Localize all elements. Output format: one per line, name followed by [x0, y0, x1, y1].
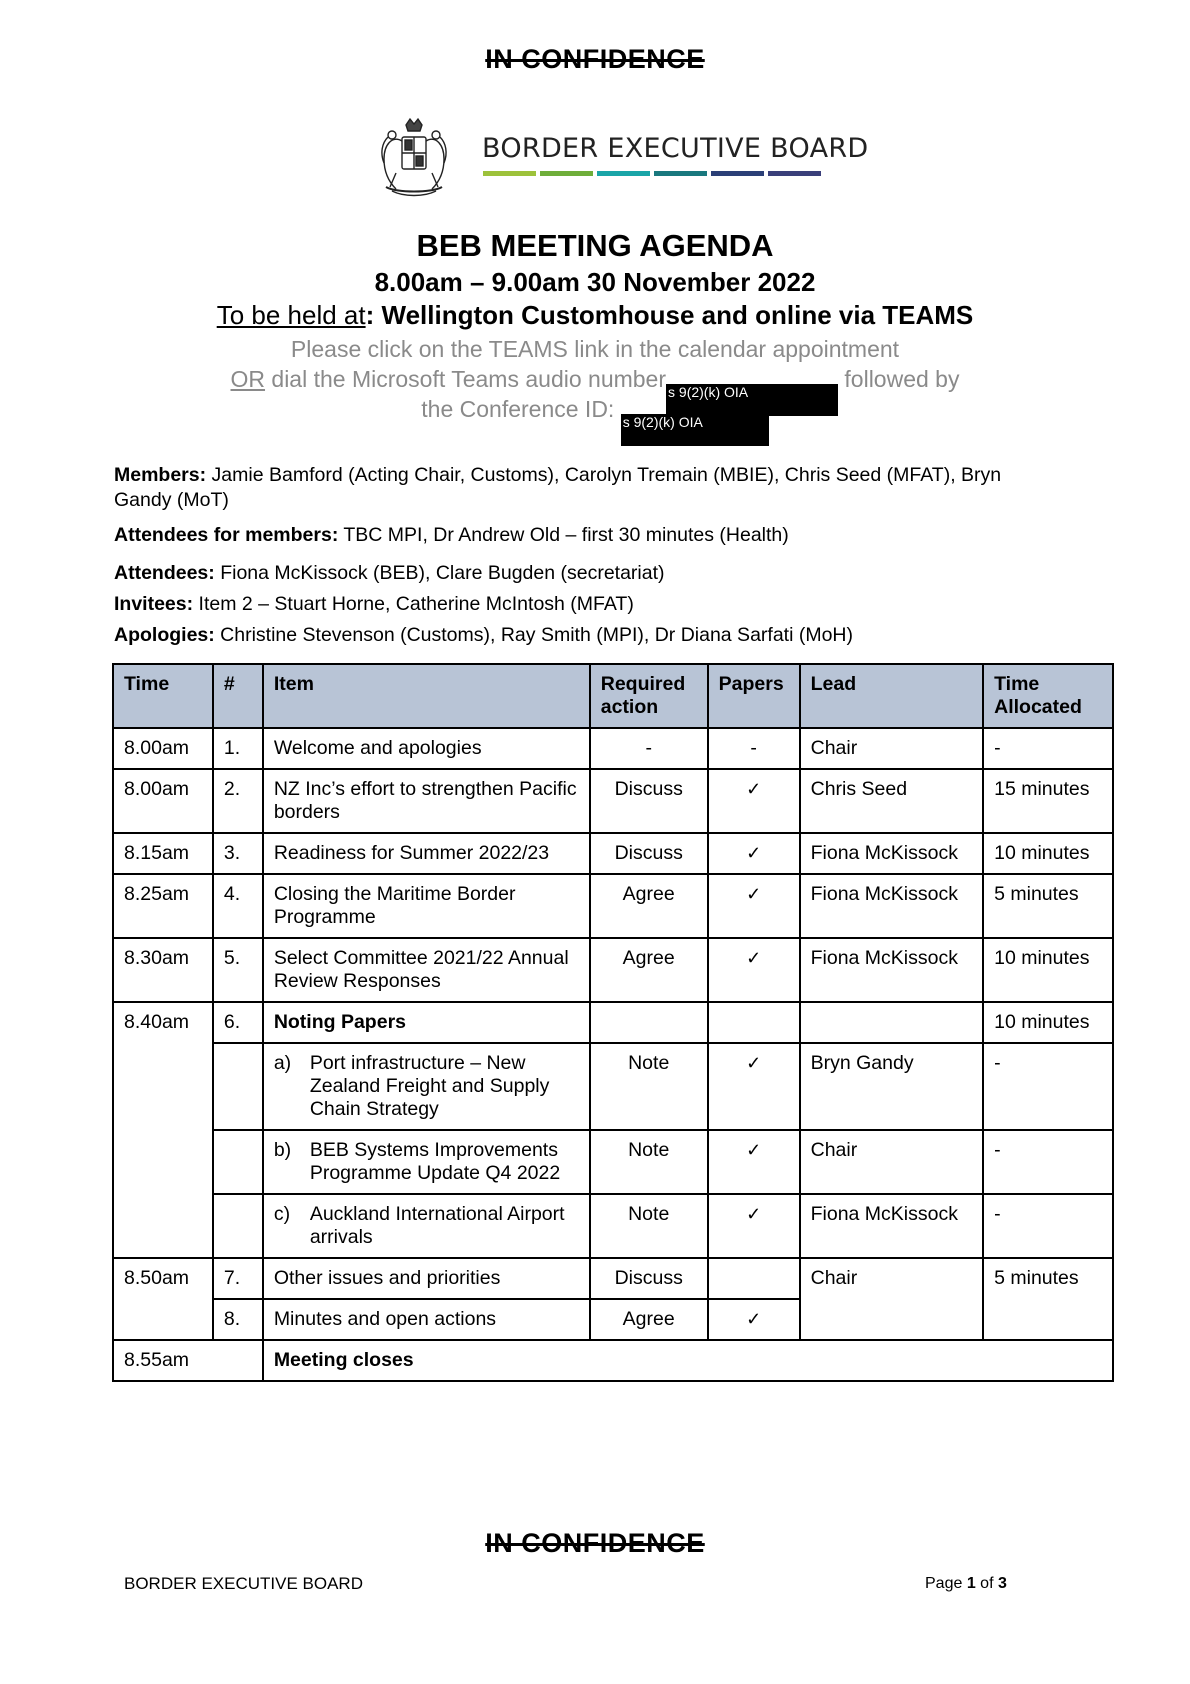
- cell-lead: Chair: [800, 1258, 984, 1340]
- cell-lead: Fiona McKissock: [800, 833, 984, 874]
- cell-number: 4.: [213, 874, 263, 938]
- table-row: [113, 938, 1113, 1002]
- cell-number: 8.: [213, 1299, 263, 1340]
- members-line: [114, 463, 1014, 513]
- table-row-closing: [113, 1340, 1113, 1381]
- table-row: [113, 1002, 1113, 1043]
- agenda-table: [112, 663, 1114, 1382]
- attendees-label: Attendees:: [114, 562, 215, 584]
- table-row: [113, 874, 1113, 938]
- cell-number: 1.: [213, 728, 263, 769]
- cell-lead: Fiona McKissock: [800, 874, 984, 938]
- cell-item: Noting Papers: [263, 1002, 590, 1043]
- table-row: [113, 833, 1113, 874]
- cell-lead: Chair: [800, 1130, 984, 1194]
- cell-item: NZ Inc’s effort to strengthen Pacific borders: [263, 769, 590, 833]
- cell-number: [213, 1194, 263, 1258]
- confidentiality-header: IN CONFIDENCE: [485, 44, 705, 74]
- cell-item: [263, 1194, 590, 1258]
- checkmark-icon: ✓: [708, 1299, 800, 1340]
- cell-number: 6.: [213, 1002, 263, 1043]
- page-word: Page: [925, 1575, 967, 1592]
- cell-action: Agree: [590, 1299, 708, 1340]
- subitem-letter: b): [273, 1139, 292, 1161]
- table-subrow: [113, 1043, 1113, 1130]
- nz-coat-of-arms-icon: [366, 117, 462, 201]
- apologies-list: Christine Stevenson (Customs), Ray Smith (MPI), Dr Diana Sarfati (MoH): [214, 624, 853, 646]
- cell-action: Note: [590, 1130, 708, 1194]
- teams-instructions: Please click on the TEAMS link in the calendar appointment: [290, 336, 900, 362]
- footer-organisation: BORDER EXECUTIVE BOARD: [124, 1574, 363, 1593]
- conference-id-text: the Conference ID:: [421, 396, 621, 422]
- cell-papers: [708, 1258, 800, 1299]
- subitem-text: Auckland International Airport arrivals: [309, 1203, 565, 1248]
- invitees-label: Invitees:: [114, 593, 194, 615]
- logo-color-bars: [483, 171, 821, 176]
- header-papers: Papers: [708, 664, 800, 728]
- members-list: Jamie Bamford (Acting Chair, Customs), Carolyn Tremain (MBIE), Chris Seed (MFAT), Bryn Gandy (MoT): [114, 464, 1002, 511]
- checkmark-icon: ✓: [708, 833, 800, 874]
- attendees-line: [114, 561, 1014, 586]
- cell-allocated: -: [983, 1194, 1113, 1258]
- cell-lead: Chair: [800, 728, 984, 769]
- cell-number: 2.: [213, 769, 263, 833]
- cell-allocated: -: [983, 1043, 1113, 1130]
- cell-item: Select Committee 2021/22 Annual Review Responses: [263, 938, 590, 1002]
- apologies-line: [114, 623, 1014, 648]
- cell-number: 3.: [213, 833, 263, 874]
- invitees-line: [114, 592, 1014, 617]
- venue-value: Wellington Customhouse and online via TEAMS: [381, 300, 974, 330]
- redaction-box: s 9(2)(k) OIA: [666, 384, 838, 416]
- cell-time: 8.15am: [113, 833, 213, 874]
- header-time-allocated: Time Allocated: [983, 664, 1113, 728]
- logo-bar: [540, 171, 593, 176]
- page-number: [925, 1575, 1007, 1593]
- logo-bar: [768, 171, 821, 176]
- cell-action: Discuss: [590, 833, 708, 874]
- cell-allocated: 5 minutes: [983, 874, 1113, 938]
- header-item: Item: [263, 664, 590, 728]
- cell-action: Note: [590, 1194, 708, 1258]
- or-word: OR: [230, 366, 266, 392]
- cell-number: 7.: [213, 1258, 263, 1299]
- cell-item: Welcome and apologies: [263, 728, 590, 769]
- venue-separator: :: [365, 300, 375, 330]
- apologies-label: Apologies:: [114, 624, 215, 646]
- cell-action: -: [590, 728, 708, 769]
- cell-time: 8.00am: [113, 769, 213, 833]
- cell-time: 8.50am: [113, 1258, 213, 1340]
- cell-time: 8.25am: [113, 874, 213, 938]
- subitem-text: Port infrastructure – New Zealand Freight and Supply Chain Strategy: [309, 1052, 550, 1120]
- cell-item: Other issues and priorities: [263, 1258, 590, 1299]
- checkmark-icon: ✓: [708, 874, 800, 938]
- cell-papers: [708, 1002, 800, 1043]
- attendees-for-members-line: [114, 523, 1014, 548]
- cell-allocated: 10 minutes: [983, 833, 1113, 874]
- page-of: of: [975, 1575, 998, 1592]
- attendees-for-members-list: TBC MPI, Dr Andrew Old – first 30 minutes (Health): [338, 524, 789, 546]
- cell-papers: -: [708, 728, 800, 769]
- table-row: [113, 769, 1113, 833]
- border-executive-board-logo: [366, 117, 869, 201]
- cell-item: [263, 1130, 590, 1194]
- page-total: 3: [997, 1575, 1007, 1592]
- table-subrow: [113, 1194, 1113, 1258]
- cell-number: [213, 1130, 263, 1194]
- cell-lead: [800, 1002, 984, 1043]
- members-label: Members:: [114, 464, 207, 486]
- meeting-venue: [0, 300, 1190, 331]
- subitem-text: BEB Systems Improvements Programme Update Q4 2022: [309, 1139, 561, 1184]
- cell-time: 8.00am: [113, 728, 213, 769]
- cell-item: Closing the Maritime Border Programme: [263, 874, 590, 938]
- cell-item: Readiness for Summer 2022/23: [263, 833, 590, 874]
- agenda-title: BEB MEETING AGENDA: [416, 228, 774, 263]
- table-row: [113, 728, 1113, 769]
- logo-bar: [483, 171, 536, 176]
- checkmark-icon: ✓: [708, 938, 800, 1002]
- cell-allocated: 5 minutes: [983, 1258, 1113, 1340]
- cell-action: Discuss: [590, 1258, 708, 1299]
- logo-bar: [711, 171, 764, 176]
- table-header-row: [113, 664, 1113, 728]
- cell-item: Minutes and open actions: [263, 1299, 590, 1340]
- table-row: [113, 1258, 1113, 1299]
- cell-action: Discuss: [590, 769, 708, 833]
- cell-time: 8.55am: [113, 1340, 263, 1381]
- checkmark-icon: ✓: [708, 1130, 800, 1194]
- header-required-action: Required action: [590, 664, 708, 728]
- cell-time: 8.40am: [113, 1002, 213, 1258]
- cell-action: Agree: [590, 874, 708, 938]
- confidentiality-footer: IN CONFIDENCE: [485, 1528, 705, 1558]
- cell-lead: Bryn Gandy: [800, 1043, 984, 1130]
- cell-allocated: -: [983, 1130, 1113, 1194]
- cell-action: Note: [590, 1043, 708, 1130]
- header-time: Time: [113, 664, 213, 728]
- cell-number: [213, 1043, 263, 1130]
- checkmark-icon: ✓: [708, 1043, 800, 1130]
- cell-allocated: -: [983, 728, 1113, 769]
- conference-id-line: [0, 396, 1190, 446]
- subitem-letter: c): [273, 1203, 291, 1225]
- checkmark-icon: ✓: [708, 1194, 800, 1258]
- logo-bar: [654, 171, 707, 176]
- cell-action: [590, 1002, 708, 1043]
- cell-lead: Fiona McKissock: [800, 1194, 984, 1258]
- cell-allocated: 15 minutes: [983, 769, 1113, 833]
- attendees-list: Fiona McKissock (BEB), Clare Bugden (secretariat): [214, 562, 665, 584]
- cell-action: Agree: [590, 938, 708, 1002]
- cell-time: 8.30am: [113, 938, 213, 1002]
- dial-tail: followed by: [838, 366, 960, 392]
- subitem-letter: a): [273, 1052, 292, 1074]
- meeting-time: 8.00am – 9.00am 30 November 2022: [374, 267, 816, 297]
- cell-allocated: 10 minutes: [983, 938, 1113, 1002]
- cell-lead: Fiona McKissock: [800, 938, 984, 1002]
- table-subrow: [113, 1130, 1113, 1194]
- header-number: #: [213, 664, 263, 728]
- redaction-box: s 9(2)(k) OIA: [621, 414, 769, 446]
- cell-item: [263, 1043, 590, 1130]
- cell-lead: Chris Seed: [800, 769, 984, 833]
- header-lead: Lead: [800, 664, 984, 728]
- cell-allocated: 10 minutes: [983, 1002, 1113, 1043]
- attendees-for-members-label: Attendees for members:: [114, 524, 339, 546]
- page-current: 1: [966, 1575, 976, 1592]
- venue-label: To be held at: [216, 300, 366, 330]
- checkmark-icon: ✓: [708, 769, 800, 833]
- cell-number: 5.: [213, 938, 263, 1002]
- cell-item: Meeting closes: [263, 1340, 1113, 1381]
- dial-text: dial the Microsoft Teams audio number: [265, 366, 667, 392]
- invitees-list: Item 2 – Stuart Horne, Catherine McIntosh (MFAT): [193, 593, 634, 615]
- logo-bar: [597, 171, 650, 176]
- logo-text: BORDER EXECUTIVE BOARD: [482, 133, 869, 164]
